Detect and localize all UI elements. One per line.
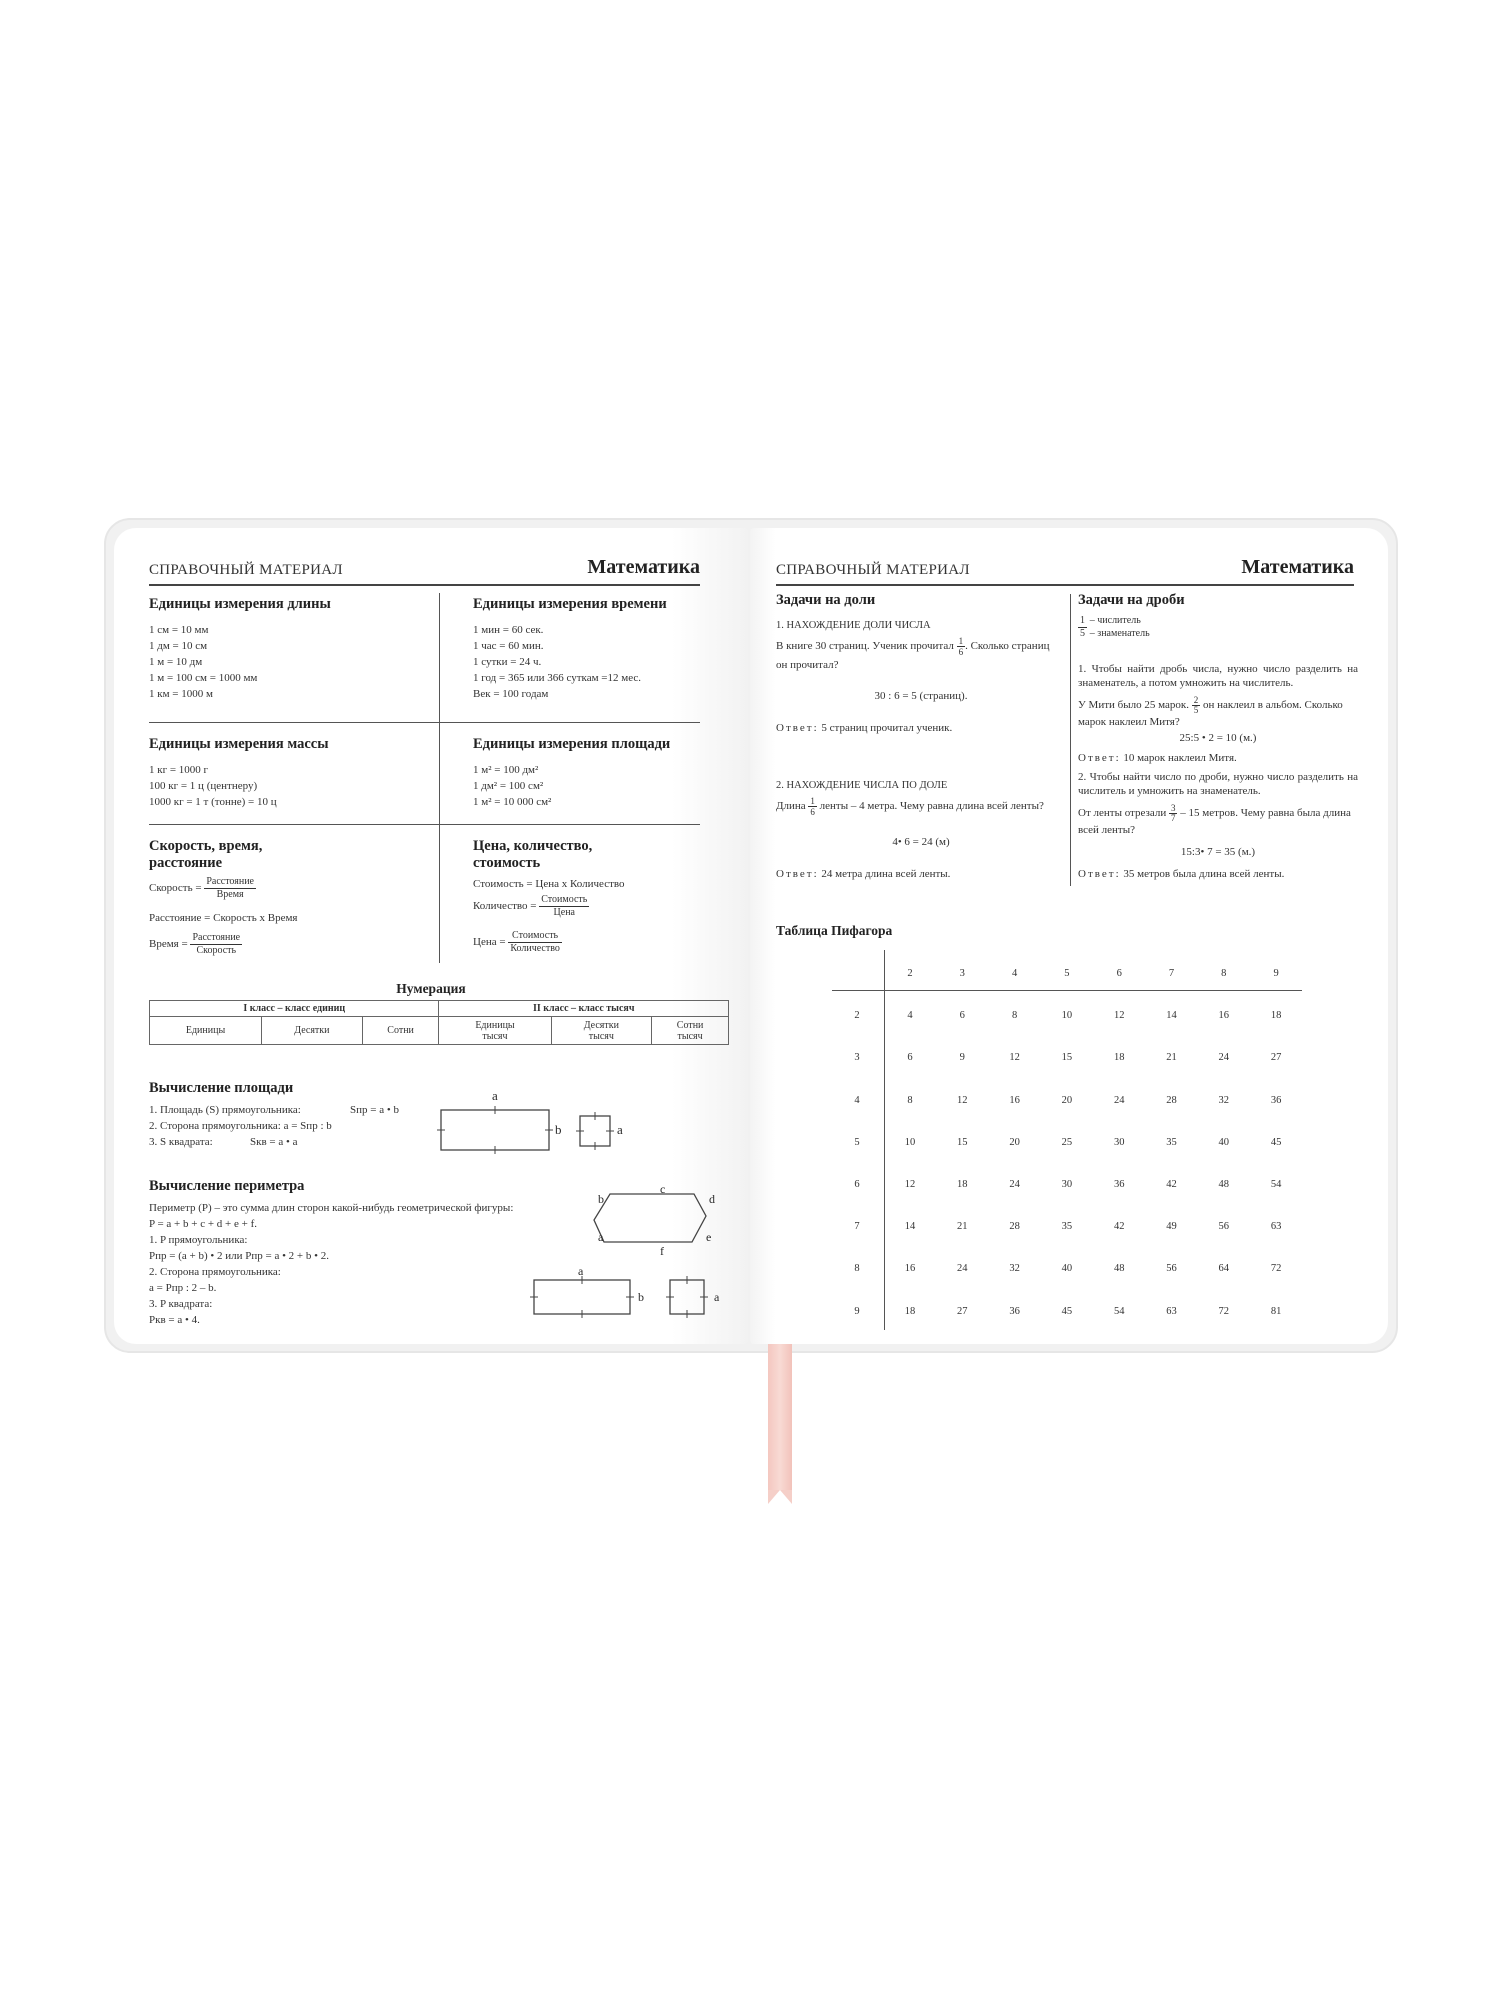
area-calc-line-1: 1. Площадь (S) прямоугольника: (149, 1104, 301, 1116)
pythagoras-cell: 32 (1009, 1263, 1020, 1275)
header-rule (149, 584, 700, 586)
pythagoras-row-header: 2 (854, 1010, 860, 1022)
fractions-rule-2: 2. Чтобы найти число по дроби, нужно число разделить на числитель и умножить на знаменатель. (1078, 771, 1358, 797)
fractions-title: Задачи на дроби (1078, 592, 1185, 608)
pythagoras-cell: 12 (957, 1094, 968, 1106)
shares-problem-1: В книге 30 страниц. Ученик прочитал $\frac{1}{6}$ . Сколько страниц он прочитал? (776, 636, 1050, 671)
pythagoras-cell: 45 (1061, 1305, 1073, 1317)
fractions-problem-2: От ленты отрезали $\frac{3}{7}$ – 15 метров. Чему равна была длина всей ленты? (1078, 803, 1351, 836)
price-formula: Цена = $\frac{\text{Стоимость}}{\text{Количество}}$ (473, 930, 560, 954)
area-calc-line-2: 2. Сторона прямоугольника: a = Sпр : b (149, 1120, 332, 1132)
hex-label-d: d (709, 1192, 715, 1206)
distance-formula: Расстояние = Скорость х Время (149, 912, 298, 924)
thousand-units-cell: Единицы тысяч (439, 1017, 551, 1045)
pythagoras-cell: 63 (1270, 1221, 1282, 1233)
pythagoras-cell: 14 (904, 1221, 916, 1233)
pythagoras-cell: 16 (1009, 1094, 1020, 1106)
pythagoras-cell: 15 (1061, 1052, 1073, 1064)
pythagoras-cell: 48 (1218, 1179, 1230, 1190)
length-units-list: 1 см = 10 мм 1 дм = 10 см 1 м = 10 дм 1 м = 100 см = 1000 мм 1 км = 1000 м (149, 624, 258, 700)
cost-formula: Стоимость = Цена х Количество (473, 878, 625, 890)
pythagoras-cell: 14 (1166, 1010, 1177, 1022)
pythagoras-cell: 8 (907, 1094, 913, 1106)
pythagoras-cell: 45 (1270, 1136, 1282, 1148)
shares-calc-2: 4• 6 = 24 (м) (892, 836, 950, 848)
price-title: Цена, количество, стоимость (473, 838, 593, 871)
pythagoras-cell: 42 (1113, 1221, 1125, 1233)
shares-title: Задачи на доли (776, 592, 876, 608)
perimeter-label-a: a (578, 1264, 584, 1278)
numbering-table (149, 1000, 729, 1045)
time-formula: Время = $\frac{\text{Расстояние}}{\text{Скорость}}$ (149, 932, 241, 956)
pythagoras-cell: 8 (1011, 1010, 1018, 1022)
hundreds-cell: Сотни (362, 1017, 439, 1045)
pythagoras-cell: 56 (1166, 1263, 1177, 1275)
pythagoras-cell: 54 (1270, 1179, 1282, 1190)
pythagoras-cell: 12 (904, 1179, 916, 1190)
pythagoras-col-header: 4 (1011, 968, 1018, 979)
perimeter-label-b: b (638, 1290, 644, 1304)
pythagoras-cell: 35 (1166, 1136, 1177, 1148)
hex-label-e: e (706, 1230, 712, 1244)
page-section-label: СПРАВОЧНЫЙ МАТЕРИАЛ (776, 562, 970, 578)
hex-label-c: c (660, 1182, 666, 1196)
pythagoras-cell: 35 (1061, 1221, 1073, 1233)
fractions-calc-2: 15:3• 7 = 35 (м.) (1180, 846, 1256, 858)
row-divider (149, 722, 700, 723)
thousand-tens-cell: Десятки тысяч (551, 1017, 652, 1045)
pythagoras-cell: 64 (1218, 1263, 1230, 1275)
pythagoras-cell: 21 (1166, 1052, 1177, 1064)
shares-subtitle-2: 2. НАХОЖДЕНИЕ ЧИСЛА ПО ДОЛЕ (776, 780, 948, 791)
pythagoras-cell: 18 (957, 1179, 968, 1190)
pythagoras-cell: 36 (1270, 1094, 1282, 1106)
pythagoras-col-header: 2 (907, 968, 913, 979)
perimeter-diagram (528, 1268, 728, 1324)
tens-cell: Десятки (262, 1017, 363, 1045)
class-thousands-header: II класс – класс тысяч (439, 1001, 729, 1017)
pythagoras-cell: 28 (1009, 1221, 1020, 1233)
hex-label-b: b (598, 1192, 604, 1206)
pythagoras-cell: 10 (1061, 1010, 1073, 1022)
area-units-title: Единицы измерения площади (473, 736, 671, 752)
hex-label-a: a (598, 1230, 604, 1244)
pythagoras-header-rule (832, 990, 1302, 991)
shares-subtitle-1: 1. НАХОЖДЕНИЕ ДОЛИ ЧИСЛА (776, 620, 931, 631)
pythagoras-cell: 81 (1270, 1305, 1282, 1317)
fractions-calc-1: 25:5 • 2 = 10 (м.) (1179, 732, 1257, 744)
fractions-answer-1: Ответ: 10 марок наклеил Митя. (1078, 752, 1237, 764)
mass-units-title: Единицы измерения массы (149, 736, 329, 752)
pythagoras-col-header: 8 (1221, 968, 1227, 979)
pythagoras-cell: 28 (1166, 1094, 1177, 1106)
pythagoras-cell: 12 (1113, 1010, 1125, 1022)
pythagoras-row-header: 8 (854, 1263, 860, 1275)
length-units-title: Единицы измерения длины (149, 596, 331, 612)
area-calc-line-3: 3. S квадрата: (149, 1136, 213, 1148)
pythagoras-cell: 54 (1113, 1305, 1125, 1317)
pythagoras-cell: 12 (1009, 1052, 1020, 1064)
page-section-label: СПРАВОЧНЫЙ МАТЕРИАЛ (149, 562, 343, 578)
pythagoras-cell: 56 (1218, 1221, 1230, 1233)
numbering-title: Нумерация (396, 981, 466, 996)
pythagoras-cell: 72 (1270, 1263, 1282, 1275)
shares-answer-2: Ответ: 24 метра длина всей ленты. (776, 868, 951, 880)
pythagoras-col-header: 5 (1064, 968, 1070, 979)
mass-units-list: 1 кг = 1000 г 100 кг = 1 ц (центнеру) 1000 кг = 1 т (тонне) = 10 ц (149, 764, 277, 808)
pythagoras-cell: 42 (1166, 1179, 1177, 1190)
perimeter-text: Периметр (P) – это сумма длин сторон какой-нибудь геометрической фигуры: P = a + b + c + d + e + f. 1. P прямоугольника: Pпр = (a + b) • 2 или Pпр = a • 2 + b • 2. 2. Сторона прямоугольника: a = Pпр : 2 – b. 3. P квадрата: Pкв = a • 4. (149, 1202, 514, 1326)
pythagoras-row-header: 7 (854, 1221, 860, 1233)
fraction-legend: $\frac{1}{5}$ – числитель – знаменатель (1080, 614, 1150, 639)
page-title: Математика (587, 556, 700, 578)
pythagoras-cell: 32 (1218, 1094, 1230, 1106)
time-units-title: Единицы измерения времени (473, 596, 667, 612)
pythagoras-cell: 24 (1009, 1179, 1020, 1190)
pythagoras-cell: 18 (1113, 1052, 1125, 1064)
units-cell: Единицы (150, 1017, 262, 1045)
fractions-answer-2: Ответ: 35 метров была длина всей ленты. (1078, 868, 1285, 880)
speed-title: Скорость, время, расстояние (149, 838, 263, 871)
pythagoras-cell: 9 (959, 1052, 965, 1064)
area-label-a: a (492, 1088, 498, 1103)
pythagoras-title: Таблица Пифагора (776, 923, 893, 938)
column-divider (1070, 594, 1071, 886)
area-calc-line-1-formula: Sпр = a • b (350, 1104, 399, 1116)
page-title: Математика (1241, 556, 1354, 578)
column-divider (439, 593, 440, 963)
shares-problem-2: Длина $\frac{1}{6}$ ленты – 4 метра. Чему равна длина всей ленты? (776, 796, 1044, 817)
pythagoras-cell: 25 (1061, 1136, 1073, 1148)
pythagoras-col-header: 6 (1116, 968, 1122, 979)
pythagoras-row-header: 6 (854, 1179, 860, 1190)
pythagoras-cell: 40 (1218, 1136, 1230, 1148)
area-calc-title: Вычисление площади (149, 1080, 294, 1096)
pythagoras-cell: 24 (957, 1263, 968, 1275)
pythagoras-cell: 20 (1061, 1094, 1073, 1106)
pythagoras-col-header: 7 (1168, 968, 1175, 979)
pythagoras-cell: 24 (1218, 1052, 1230, 1064)
area-units-list: 1 м² = 100 дм² 1 дм² = 100 см² 1 м² = 10 000 см² (473, 764, 552, 808)
pythagoras-row-header: 9 (854, 1305, 860, 1317)
hexagon-diagram (592, 1188, 722, 1258)
pythagoras-cell: 16 (1218, 1010, 1230, 1022)
perimeter-square-label: a (714, 1290, 720, 1304)
pythagoras-row-header: 5 (854, 1136, 860, 1148)
bookmark-ribbon (768, 1340, 792, 1490)
pythagoras-cell: 6 (907, 1052, 913, 1064)
pythagoras-row-header: 3 (854, 1052, 860, 1064)
pythagoras-cell: 10 (904, 1136, 916, 1148)
time-units-list: 1 мин = 60 сек. 1 час = 60 мин. 1 сутки = 24 ч. 1 год = 365 или 366 суткам =12 мес. Век = 100 годам (473, 624, 642, 700)
pythagoras-column-rule (884, 950, 885, 1330)
pythagoras-row-header: 4 (854, 1094, 860, 1106)
header-rule (776, 584, 1354, 586)
pythagoras-cell: 30 (1061, 1179, 1073, 1190)
pythagoras-col-header: 9 (1273, 968, 1279, 979)
pythagoras-cell: 48 (1113, 1263, 1125, 1275)
pythagoras-cell: 36 (1009, 1305, 1020, 1317)
pythagoras-cell: 6 (959, 1010, 965, 1022)
pythagoras-col-header: 3 (959, 968, 965, 979)
fractions-problem-1: У Мити было 25 марок. $\frac{2}{5}$ он наклеил в альбом. Сколько марок наклеил Митя? (1078, 695, 1343, 728)
speed-formula: Скорость = $\frac{\text{Расстояние}}{\text{Время}}$ (149, 876, 254, 900)
pythagoras-cell: 27 (1270, 1052, 1282, 1064)
pythagoras-cell: 36 (1113, 1179, 1125, 1190)
area-label-b: b (555, 1122, 562, 1137)
pythagoras-cell: 49 (1166, 1221, 1177, 1233)
pythagoras-cell: 18 (1270, 1010, 1282, 1022)
pythagoras-cell: 63 (1166, 1305, 1177, 1317)
pythagoras-cell: 72 (1218, 1305, 1230, 1317)
pythagoras-cell: 24 (1113, 1094, 1125, 1106)
pythagoras-cell: 4 (907, 1010, 913, 1022)
pythagoras-cell: 21 (957, 1221, 968, 1233)
shares-calc-1: 30 : 6 = 5 (страниц). (874, 690, 968, 702)
perimeter-title: Вычисление периметра (149, 1178, 305, 1194)
left-page (114, 528, 748, 1344)
pythagoras-cell: 15 (957, 1136, 968, 1148)
pythagoras-cell: 30 (1113, 1136, 1125, 1148)
class-units-header: I класс – класс единиц (150, 1001, 439, 1017)
pythagoras-cell: 16 (904, 1263, 916, 1275)
area-calc-line-3-formula: Sкв = a • a (250, 1136, 298, 1148)
row-divider (149, 824, 700, 825)
area-square-label: a (617, 1122, 623, 1137)
shares-answer-1: Ответ: 5 страниц прочитал ученик. (776, 722, 953, 734)
hex-label-f: f (660, 1244, 664, 1258)
pythagoras-cell: 18 (904, 1305, 916, 1317)
quantity-formula: Количество = $\frac{\text{Стоимость}}{\text{Цена}}$ (473, 894, 588, 918)
right-page (750, 528, 1388, 1344)
thousand-hundreds-cell: Сотни тысяч (652, 1017, 729, 1045)
fractions-rule-1: 1. Чтобы найти дробь числа, нужно число разделить на знаменатель, а потом умножить на числитель. (1078, 663, 1358, 689)
pythagoras-cell: 40 (1061, 1263, 1073, 1275)
pythagoras-cell: 20 (1009, 1136, 1020, 1148)
pythagoras-cell: 27 (957, 1305, 968, 1317)
